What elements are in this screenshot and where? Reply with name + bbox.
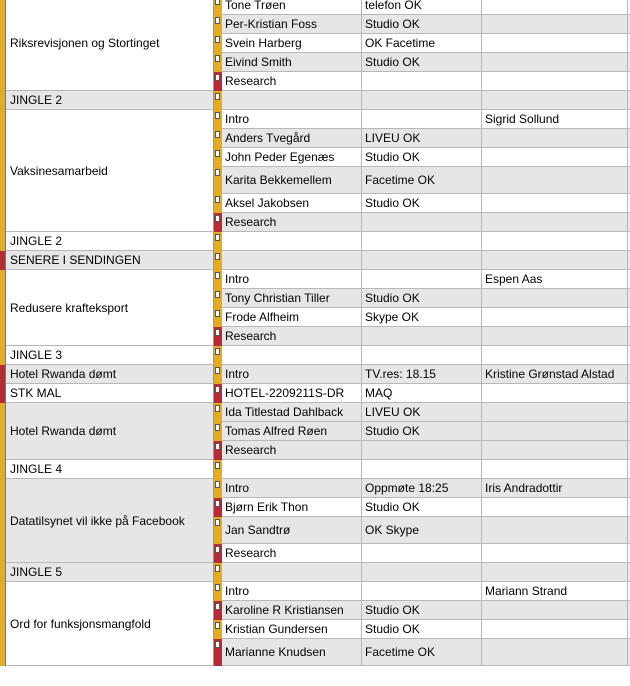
person-name: Research [225, 443, 277, 457]
segment-title-cell[interactable] [6, 251, 214, 270]
script-doc-icon[interactable] [215, 481, 220, 488]
story-row[interactable] [214, 110, 630, 129]
story-row[interactable] [214, 563, 630, 582]
person-name: Frode Alfheim [225, 310, 300, 324]
person-cell[interactable] [222, 0, 362, 15]
story-row[interactable] [214, 582, 630, 601]
status-cell[interactable] [362, 639, 482, 666]
row-status-marker [214, 194, 222, 213]
person-cell[interactable] [222, 441, 362, 460]
row-status-marker [214, 91, 222, 110]
script-doc-icon[interactable] [215, 234, 220, 241]
row-status-marker [214, 460, 222, 479]
story-row[interactable] [214, 213, 630, 232]
person-name: Intro [225, 481, 250, 495]
status-cell[interactable] [362, 601, 482, 620]
rundown-segment [0, 110, 630, 232]
segment-title-cell[interactable] [6, 346, 214, 365]
rundown-segment [0, 346, 630, 365]
story-row[interactable] [214, 460, 630, 479]
story-row[interactable] [214, 289, 630, 308]
script-doc-icon[interactable] [215, 150, 220, 157]
notes-text: Iris Andradottir [485, 481, 563, 495]
row-status-marker [214, 289, 222, 308]
notes-cell[interactable] [482, 270, 628, 289]
segment-title-cell[interactable] [6, 384, 214, 403]
row-status-marker [214, 327, 222, 346]
person-name: Anders Tvegård [225, 131, 311, 145]
person-name: Research [225, 546, 277, 560]
status-text: Studio OK [365, 291, 420, 305]
person-cell[interactable] [222, 129, 362, 148]
notes-cell[interactable] [482, 148, 628, 167]
row-status-marker [214, 479, 222, 498]
story-row[interactable] [214, 639, 630, 666]
segment-title-cell[interactable] [6, 582, 214, 666]
notes-cell[interactable] [482, 167, 628, 194]
notes-cell[interactable] [482, 441, 628, 460]
row-status-marker [214, 308, 222, 327]
segment-title-cell[interactable] [6, 365, 214, 384]
script-doc-icon[interactable] [215, 603, 220, 610]
person-name: Intro [225, 584, 250, 598]
status-cell[interactable] [362, 308, 482, 327]
segment-title: Hotel Rwanda dømt [10, 424, 117, 438]
row-status-marker [214, 129, 222, 148]
notes-cell[interactable] [482, 34, 628, 53]
status-cell[interactable] [362, 0, 482, 15]
status-text: OK Facetime [365, 36, 436, 50]
row-status-marker [214, 110, 222, 129]
segment-title-cell[interactable] [6, 460, 214, 479]
person-cell[interactable] [222, 479, 362, 498]
status-text: Studio OK [365, 150, 420, 164]
story-row[interactable] [214, 441, 630, 460]
row-status-marker [214, 403, 222, 422]
person-name: John Peder Egenæs [225, 150, 335, 164]
person-cell[interactable] [222, 110, 362, 129]
script-doc-icon[interactable] [215, 462, 220, 469]
person-name: Research [225, 215, 277, 229]
notes-cell[interactable] [482, 289, 628, 308]
script-doc-icon[interactable] [215, 500, 220, 507]
rundown-segment [0, 0, 630, 91]
row-status-marker [214, 620, 222, 639]
notes-cell[interactable] [482, 601, 628, 620]
segment-title: STK MAL [10, 386, 62, 400]
status-text: Studio OK [365, 55, 420, 69]
person-cell[interactable] [222, 517, 362, 544]
status-cell[interactable] [362, 110, 482, 129]
person-name: Per-Kristian Foss [225, 17, 318, 31]
segment-title: JINGLE 3 [10, 348, 63, 362]
person-cell[interactable] [222, 346, 362, 365]
script-doc-icon[interactable] [215, 36, 220, 43]
person-cell[interactable] [222, 148, 362, 167]
person-cell[interactable] [222, 167, 362, 194]
status-cell[interactable] [362, 582, 482, 601]
segment-title-cell[interactable] [6, 0, 214, 91]
script-doc-icon[interactable] [215, 196, 220, 203]
script-doc-icon[interactable] [215, 112, 220, 119]
rundown-segment [0, 384, 630, 403]
story-row[interactable] [214, 498, 630, 517]
rundown-segment [0, 91, 630, 110]
notes-text: Kristine Grønstad Alstad [485, 367, 615, 381]
status-text: TV.res: 18.15 [365, 367, 436, 381]
row-status-marker [214, 270, 222, 289]
status-cell[interactable] [362, 167, 482, 194]
story-row[interactable] [214, 251, 630, 270]
status-text: Studio OK [365, 196, 420, 210]
notes-text: Sigrid Sollund [485, 112, 560, 126]
notes-cell[interactable] [482, 91, 628, 110]
notes-cell[interactable] [482, 72, 628, 91]
row-status-marker [214, 15, 222, 34]
script-doc-icon[interactable] [215, 386, 220, 393]
rundown-segment [0, 403, 630, 460]
person-name: Svein Harberg [225, 36, 302, 50]
script-doc-icon[interactable] [215, 348, 220, 355]
person-name: Tone Trøen [225, 0, 286, 12]
script-doc-icon[interactable] [215, 584, 220, 591]
person-name: Karoline R Kristiansen [225, 603, 344, 617]
notes-cell[interactable] [482, 544, 628, 563]
row-status-marker [214, 422, 222, 441]
row-status-marker [214, 639, 222, 666]
story-row[interactable] [214, 34, 630, 53]
status-cell[interactable] [362, 441, 482, 460]
notes-cell[interactable] [482, 460, 628, 479]
notes-cell[interactable] [482, 365, 628, 384]
segment-title: JINGLE 5 [10, 565, 63, 579]
rundown-segment [0, 270, 630, 346]
row-status-marker [214, 167, 222, 194]
status-cell[interactable] [362, 53, 482, 72]
row-status-marker [214, 517, 222, 544]
segment-title-cell[interactable] [6, 563, 214, 582]
segment-title: Vaksinesamarbeid [10, 163, 108, 178]
notes-cell[interactable] [482, 110, 628, 129]
row-status-marker [214, 53, 222, 72]
story-row[interactable] [214, 601, 630, 620]
segment-title: Ord for funksjonsmangfold [10, 616, 151, 631]
person-cell[interactable] [222, 213, 362, 232]
status-text: MAQ [365, 386, 393, 400]
story-row[interactable] [214, 544, 630, 563]
rundown-segment [0, 479, 630, 563]
row-status-marker [214, 148, 222, 167]
status-cell[interactable] [362, 289, 482, 308]
status-cell[interactable] [362, 620, 482, 639]
person-cell[interactable] [222, 251, 362, 270]
person-cell[interactable] [222, 620, 362, 639]
person-name: Ida Titlestad Dahlback [225, 405, 344, 419]
person-cell[interactable] [222, 498, 362, 517]
story-row[interactable] [214, 620, 630, 639]
segment-title: SENERE I SENDINGEN [10, 253, 141, 267]
segment-title: JINGLE 2 [10, 93, 63, 107]
notes-cell[interactable] [482, 0, 628, 15]
status-cell[interactable] [362, 479, 482, 498]
segment-title: Redusere krafteksport [10, 300, 129, 315]
notes-cell[interactable] [482, 232, 628, 251]
script-doc-icon[interactable] [215, 622, 220, 629]
script-doc-icon[interactable] [215, 310, 220, 317]
status-text: Oppmøte 18:25 [365, 481, 449, 495]
rundown-segment [0, 251, 630, 270]
script-doc-icon[interactable] [215, 565, 220, 572]
script-doc-icon[interactable] [215, 131, 220, 138]
segment-title: Riksrevisjonen og Stortinget [10, 36, 160, 50]
notes-cell[interactable] [482, 213, 628, 232]
person-cell[interactable] [222, 365, 362, 384]
rundown-segment [0, 365, 630, 384]
status-cell[interactable] [362, 34, 482, 53]
script-doc-icon[interactable] [215, 55, 220, 62]
status-cell[interactable] [362, 91, 482, 110]
notes-text: Mariann Strand [485, 584, 568, 598]
segment-title-cell[interactable] [6, 232, 214, 251]
story-row[interactable] [214, 194, 630, 213]
status-cell[interactable] [362, 194, 482, 213]
person-cell[interactable] [222, 384, 362, 403]
rundown-segment [0, 460, 630, 479]
person-name: Intro [225, 112, 250, 126]
row-status-marker [214, 251, 222, 270]
person-name: Research [225, 74, 277, 88]
script-doc-icon[interactable] [215, 641, 220, 648]
story-row[interactable] [214, 365, 630, 384]
person-name: Research [225, 329, 277, 343]
row-status-marker [214, 544, 222, 563]
notes-cell[interactable] [482, 129, 628, 148]
notes-cell[interactable] [482, 517, 628, 544]
row-status-marker [214, 601, 222, 620]
script-doc-icon[interactable] [215, 74, 220, 81]
script-doc-icon[interactable] [215, 424, 220, 431]
person-cell[interactable] [222, 639, 362, 666]
notes-cell[interactable] [482, 15, 628, 34]
segment-title: JINGLE 2 [10, 234, 63, 248]
status-cell[interactable] [362, 422, 482, 441]
story-row[interactable] [214, 167, 630, 194]
segment-title-cell[interactable] [6, 110, 214, 232]
person-cell[interactable] [222, 91, 362, 110]
story-row[interactable] [214, 403, 630, 422]
status-text: Studio OK [365, 500, 420, 514]
status-cell[interactable] [362, 148, 482, 167]
row-status-marker [214, 498, 222, 517]
person-name: Aksel Jakobsen [225, 196, 310, 210]
script-doc-icon[interactable] [215, 253, 220, 260]
person-cell[interactable] [222, 270, 362, 289]
script-doc-icon[interactable] [215, 272, 220, 279]
status-cell[interactable] [362, 365, 482, 384]
rundown-segment [0, 232, 630, 251]
person-cell[interactable] [222, 194, 362, 213]
notes-cell[interactable] [482, 479, 628, 498]
story-row[interactable] [214, 15, 630, 34]
row-status-marker [214, 72, 222, 91]
script-doc-icon[interactable] [215, 291, 220, 298]
notes-cell[interactable] [482, 639, 628, 666]
row-status-marker [214, 34, 222, 53]
story-row[interactable] [214, 517, 630, 544]
status-cell[interactable] [362, 403, 482, 422]
row-status-marker [214, 365, 222, 384]
person-cell[interactable] [222, 563, 362, 582]
notes-cell[interactable] [482, 251, 628, 270]
rundown-segment [0, 563, 630, 582]
status-cell[interactable] [362, 213, 482, 232]
status-text: Studio OK [365, 622, 420, 636]
story-row[interactable] [214, 129, 630, 148]
notes-cell[interactable] [482, 194, 628, 213]
person-cell[interactable] [222, 308, 362, 327]
person-cell[interactable] [222, 72, 362, 91]
status-text: Studio OK [365, 17, 420, 31]
status-cell[interactable] [362, 544, 482, 563]
story-row[interactable] [214, 308, 630, 327]
rundown-segment [0, 582, 630, 666]
person-cell[interactable] [222, 601, 362, 620]
story-row[interactable] [214, 270, 630, 289]
status-text: Studio OK [365, 424, 420, 438]
script-doc-icon[interactable] [215, 329, 220, 336]
person-name: Intro [225, 272, 250, 286]
person-name: Intro [225, 367, 250, 381]
person-cell[interactable] [222, 15, 362, 34]
story-row[interactable] [214, 346, 630, 365]
segment-title: JINGLE 4 [10, 462, 63, 476]
notes-cell[interactable] [482, 384, 628, 403]
status-text: OK Skype [365, 523, 420, 537]
story-row[interactable] [214, 327, 630, 346]
status-cell[interactable] [362, 251, 482, 270]
person-name: Marianne Knudsen [225, 645, 326, 659]
person-name: Bjørn Erik Thon [225, 500, 309, 514]
row-status-marker [214, 346, 222, 365]
person-cell[interactable] [222, 232, 362, 251]
notes-cell[interactable] [482, 498, 628, 517]
status-cell[interactable] [362, 460, 482, 479]
story-row[interactable] [214, 232, 630, 251]
story-row[interactable] [214, 0, 630, 15]
story-row[interactable] [214, 422, 630, 441]
script-doc-icon[interactable] [215, 169, 220, 176]
notes-cell[interactable] [482, 582, 628, 601]
status-text: Studio OK [365, 603, 420, 617]
notes-cell[interactable] [482, 620, 628, 639]
script-doc-icon[interactable] [215, 443, 220, 450]
status-text: Facetime OK [365, 173, 436, 187]
status-cell[interactable] [362, 15, 482, 34]
status-text: LIVEU OK [365, 405, 421, 419]
script-doc-icon[interactable] [215, 0, 220, 5]
status-cell[interactable] [362, 232, 482, 251]
script-doc-icon[interactable] [215, 546, 220, 553]
person-cell[interactable] [222, 582, 362, 601]
person-name: Jan Sandtrø [225, 523, 291, 537]
notes-text: Espen Aas [485, 272, 543, 286]
notes-cell[interactable] [482, 403, 628, 422]
segment-title: Datatilsynet vil ikke på Facebook [10, 513, 185, 528]
status-cell[interactable] [362, 270, 482, 289]
person-name: Eivind Smith [225, 55, 292, 69]
script-doc-icon[interactable] [215, 519, 220, 526]
status-cell[interactable] [362, 346, 482, 365]
person-cell[interactable] [222, 403, 362, 422]
notes-cell[interactable] [482, 308, 628, 327]
notes-cell[interactable] [482, 346, 628, 365]
story-row[interactable] [214, 72, 630, 91]
script-doc-icon[interactable] [215, 17, 220, 24]
script-doc-icon[interactable] [215, 367, 220, 374]
story-row[interactable] [214, 384, 630, 403]
row-status-marker [214, 213, 222, 232]
status-cell[interactable] [362, 498, 482, 517]
status-text: Skype OK [365, 310, 420, 324]
segment-title-cell[interactable] [6, 91, 214, 110]
script-doc-icon[interactable] [215, 215, 220, 222]
person-name: Kristian Gundersen [225, 622, 328, 636]
row-status-marker [214, 0, 222, 15]
story-row[interactable] [214, 148, 630, 167]
row-status-marker [214, 582, 222, 601]
person-cell[interactable] [222, 327, 362, 346]
status-cell[interactable] [362, 517, 482, 544]
person-cell[interactable] [222, 34, 362, 53]
script-doc-icon[interactable] [215, 93, 220, 100]
segment-title-cell[interactable] [6, 479, 214, 563]
status-text: telefon OK [365, 0, 422, 12]
person-name: Tomas Alfred Røen [225, 424, 328, 438]
status-cell[interactable] [362, 327, 482, 346]
person-name: Karita Bekkemellem [225, 173, 332, 187]
status-cell[interactable] [362, 384, 482, 403]
segment-title: Hotel Rwanda dømt [10, 367, 117, 381]
person-cell[interactable] [222, 544, 362, 563]
person-cell[interactable] [222, 289, 362, 308]
status-cell[interactable] [362, 129, 482, 148]
status-cell[interactable] [362, 72, 482, 91]
status-cell[interactable] [362, 563, 482, 582]
notes-cell[interactable] [482, 563, 628, 582]
story-row[interactable] [214, 53, 630, 72]
notes-cell[interactable] [482, 53, 628, 72]
row-status-marker [214, 384, 222, 403]
row-status-marker [214, 232, 222, 251]
story-row[interactable] [214, 479, 630, 498]
story-row[interactable] [214, 91, 630, 110]
person-name: Tony Christian Tiller [225, 291, 330, 305]
segment-title-cell[interactable] [6, 403, 214, 460]
row-status-marker [214, 441, 222, 460]
person-cell[interactable] [222, 460, 362, 479]
notes-cell[interactable] [482, 422, 628, 441]
script-doc-icon[interactable] [215, 405, 220, 412]
status-text: LIVEU OK [365, 131, 421, 145]
person-cell[interactable] [222, 53, 362, 72]
person-name: HOTEL-2209211S-DR [225, 386, 345, 400]
row-status-marker [214, 563, 222, 582]
segment-title-cell[interactable] [6, 270, 214, 346]
notes-cell[interactable] [482, 327, 628, 346]
person-cell[interactable] [222, 422, 362, 441]
status-text: Facetime OK [365, 645, 436, 659]
